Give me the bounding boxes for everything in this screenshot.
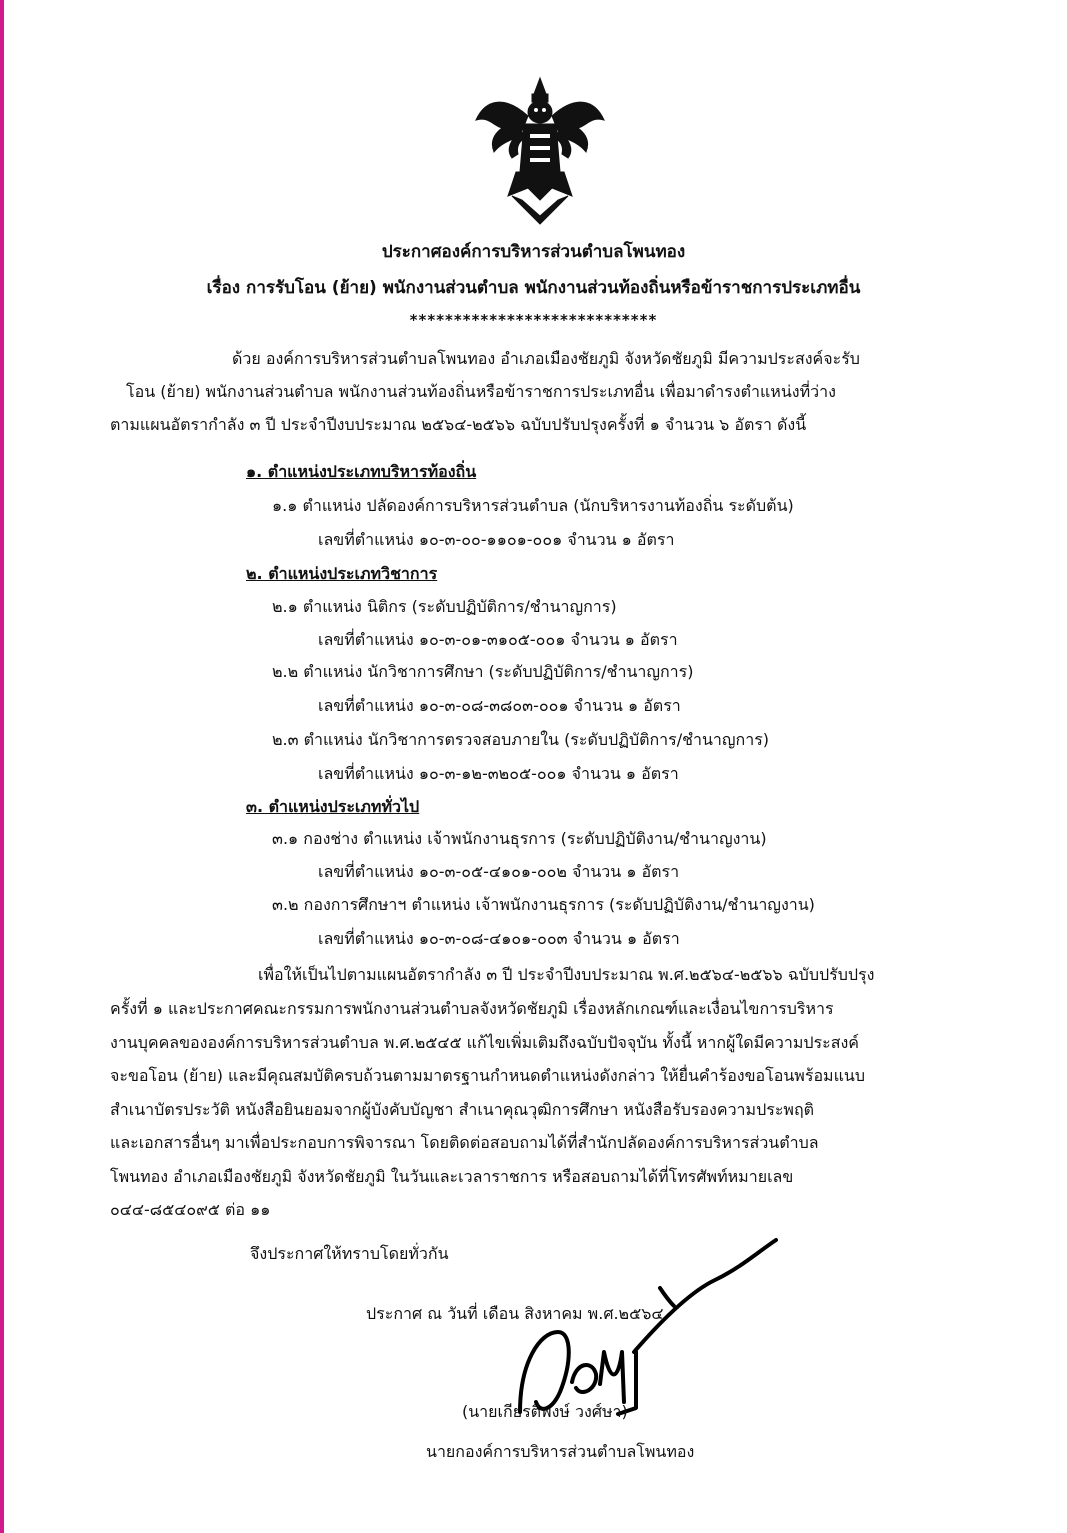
body-line-6: และเอกสารอื่นๆ มาเพื่อประกอบการพิจารณา โดยติดต่อสอบถามได้ที่สำนักปลัดองค์การบริหารส่วนตำบล [110, 1133, 819, 1152]
body-line-2: ครั้งที่ ๑ และประกาศคณะกรรมการพนักงานส่วนตำบลจังหวัดชัยภูมิ เรื่องหลักเกณฑ์และเงื่อนไขการบริหาร [110, 999, 834, 1018]
position-2-3-title: ๒.๓ ตำแหน่ง นักวิชาการตรวจสอบภายใน (ระดับปฏิบัติการ/ชำนาญการ) [272, 730, 770, 749]
position-2-2-detail: เลขที่ตำแหน่ง ๑๐-๓-๐๘-๓๘๐๓-๐๐๑ จำนวน ๑ อัตรา [318, 696, 681, 715]
position-2-1-title: ๒.๑ ตำแหน่ง นิติกร (ระดับปฏิบัติการ/ชำนาญการ) [272, 597, 617, 616]
intro-line-1: ด้วย องค์การบริหารส่วนตำบลโพนทอง อำเภอเมืองชัยภูมิ จังหวัดชัยภูมิ มีความประสงค์จะรับ [232, 349, 860, 368]
position-2-1-detail: เลขที่ตำแหน่ง ๑๐-๓-๐๑-๓๑๐๕-๐๐๑ จำนวน ๑ อัตรา [318, 630, 678, 649]
position-3-2-title: ๓.๒ กองการศึกษาฯ ตำแหน่ง เจ้าพนักงานธุรการ (ระดับปฏิบัติงาน/ชำนาญงาน) [272, 895, 815, 914]
position-2-3-detail: เลขที่ตำแหน่ง ๑๐-๓-๑๒-๓๒๐๕-๐๐๑ จำนวน ๑ อัตรา [318, 764, 679, 783]
announcement-title: ประกาศองค์การบริหารส่วนตำบลโพนทอง [381, 242, 686, 262]
body-line-5: สำเนาบัตรประวัติ หนังสือยินยอมจากผู้บังคับบัญชา สำเนาคุณวุฒิการศึกษา หนังสือรับรองความประพฤติ [110, 1100, 815, 1119]
position-1-1-detail: เลขที่ตำแหน่ง ๑๐-๓-๐๐-๑๑๐๑-๐๐๑ จำนวน ๑ อัตรา [318, 530, 675, 549]
section-heading-3: ๓. ตำแหน่งประเภททั่วไป [246, 797, 420, 816]
position-3-1-detail: เลขที่ตำแหน่ง ๑๐-๓-๐๕-๔๑๐๑-๐๐๒ จำนวน ๑ อัตรา [318, 862, 680, 881]
body-line-1: เพื่อให้เป็นไปตามแผนอัตรากำลัง ๓ ปี ประจำปีงบประมาณ พ.ศ.๒๕๖๔-๒๕๖๖ ฉบับปรับปรุง [258, 965, 875, 984]
garuda-emblem-icon [472, 76, 608, 226]
body-line-7: โพนทอง อำเภอเมืองชัยภูมิ จังหวัดชัยภูมิ ในวันและเวลาราชการ หรือสอบถามได้ที่โทรศัพท์หมายเลข [110, 1167, 794, 1186]
announcement-subject: เรื่อง การรับโอน (ย้าย) พนักงานส่วนตำบล พนักงานส่วนท้องถิ่นหรือข้าราชการประเภทอื่น [206, 278, 861, 298]
body-line-4: จะขอโอน (ย้าย) และมีคุณสมบัติครบถ้วนตามมาตรฐานกำหนดตำแหน่งดังกล่าว ให้ยื่นคำร้องขอโอนพร้อมแนบ [110, 1066, 866, 1085]
announcement-date: ประกาศ ณ วันที่ เดือน สิงหาคม พ.ศ.๒๕๖๔ [366, 1304, 664, 1323]
position-2-2-title: ๒.๒ ตำแหน่ง นักวิชาการศึกษา (ระดับปฏิบัติการ/ชำนาญการ) [272, 662, 694, 681]
section-heading-2: ๒. ตำแหน่งประเภทวิชาการ [246, 564, 438, 583]
body-line-8: ๐๔๔-๘๕๔๐๙๕ ต่อ ๑๑ [110, 1200, 271, 1219]
intro-line-2: โอน (ย้าย) พนักงานส่วนตำบล พนักงานส่วนท้องถิ่นหรือข้าราชการประเภทอื่น เพื่อมาดำรงตำแหน่งที่ว่าง [126, 382, 836, 401]
section-heading-1: ๑. ตำแหน่งประเภทบริหารท้องถิ่น [246, 462, 477, 481]
closing-statement: จึงประกาศให้ทราบโดยทั่วกัน [250, 1244, 449, 1263]
body-line-3: งานบุคคลขององค์การบริหารส่วนตำบล พ.ศ.๒๕๔๕ แก้ไขเพิ่มเติมถึงฉบับปัจจุบัน ทั้งนี้ หากผู้ใดมีความประสงค์ [110, 1033, 859, 1052]
signer-name: (นายเกียรติพงษ์ วงศ์ษา) [462, 1402, 628, 1421]
intro-line-3: ตามแผนอัตรากำลัง ๓ ปี ประจำปีงบประมาณ ๒๕๖๔-๒๕๖๖ ฉบับปรับปรุงครั้งที่ ๑ จำนวน ๖ อัตรา ดังนี้ [110, 415, 807, 434]
position-3-2-detail: เลขที่ตำแหน่ง ๑๐-๓-๐๘-๔๑๐๑-๐๐๓ จำนวน ๑ อัตรา [318, 929, 680, 948]
page-edge-strip [0, 0, 4, 1533]
position-3-1-title: ๓.๑ กองช่าง ตำแหน่ง เจ้าพนักงานธุรการ (ระดับปฏิบัติงาน/ชำนาญงาน) [272, 829, 767, 848]
position-1-1-title: ๑.๑ ตำแหน่ง ปลัดองค์การบริหารส่วนตำบล (นักบริหารงานท้องถิ่น ระดับต้น) [272, 496, 794, 515]
signer-title: นายกองค์การบริหารส่วนตำบลโพนทอง [426, 1442, 695, 1461]
title-separator: **************************** [409, 311, 658, 329]
